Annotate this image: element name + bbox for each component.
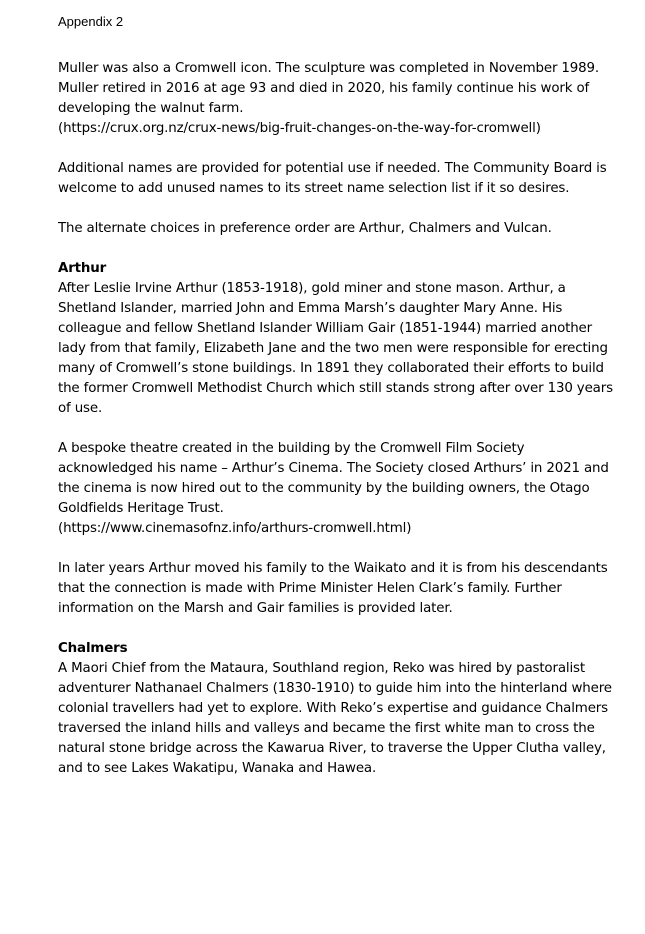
- arthur-paragraph-3: In later years Arthur moved his family to the Waikato and it is from his descendants that the connection is made with Prime Minister Helen Clark’s family. Further information on the Marsh and Gair families is provided later.: [58, 561, 608, 616]
- appendix-label: Appendix 2: [58, 14, 124, 29]
- arthur-heading: Arthur: [58, 261, 107, 276]
- muller-source-link: (https://crux.org.nz/crux-news/big-fruit-changes-on-the-way-for-cromwell): [58, 121, 541, 136]
- chalmers-paragraph-1: A Maori Chief from the Mataura, Southland region, Reko was hired by pastoralist adventurer Nathanael Chalmers (1830-1910) to guide him into the hinterland where colonial travellers had yet to explore. With Reko’s expertise and guidance Chalmers traversed the inland hills and valleys and became the first white man to cross the natural stone bridge across the Kawarua River, to traverse the Upper Clutha valley, and to see Lakes Wakatipu, Wanaka and Hawea.: [58, 661, 612, 776]
- arthur-paragraph-2: A bespoke theatre created in the building by the Cromwell Film Society acknowledged his name – Arthur’s Cinema. The Society closed Arthurs’ in 2021 and the cinema is now hired out to the community by the building owners, the Otago Goldfields Heritage Trust.: [58, 441, 609, 516]
- document-body: [58, 59, 618, 799]
- chalmers-heading: Chalmers: [58, 641, 128, 656]
- chalmers-section: [58, 639, 618, 779]
- alternate-choices-text: The alternate choices in preference order are Arthur, Chalmers and Vulcan.: [58, 221, 552, 236]
- muller-paragraph: [58, 59, 618, 139]
- additional-names-paragraph: [58, 159, 618, 199]
- additional-names-text: Additional names are provided for potential use if needed. The Community Board is welcome to add unused names to its street name selection list if it so desires.: [58, 161, 607, 196]
- arthur-later-years-paragraph: [58, 559, 618, 619]
- muller-text: Muller was also a Cromwell icon. The sculpture was completed in November 1989. Muller retired in 2016 at age 93 and died in 2020, his family continue his work of developing the walnut farm.: [58, 61, 600, 116]
- arthur-section: [58, 259, 618, 419]
- arthur-paragraph-1: After Leslie Irvine Arthur (1853-1918), gold miner and stone mason. Arthur, a Shetland Islander, married John and Emma Marsh’s daughter Mary Anne. His colleague and fellow Shetland Islander William Gair (1851-1944) married another lady from that family, Elizabeth Jane and the two men were responsible for erecting many of Cromwell’s stone buildings. In 1891 they collaborated their efforts to build the former Cromwell Methodist Church which still stands strong after over 130 years of use.: [58, 281, 613, 416]
- arthur-cinema-paragraph: [58, 439, 618, 539]
- arthur-cinema-source-link: (https://www.cinemasofnz.info/arthurs-cromwell.html): [58, 521, 412, 536]
- alternate-choices-paragraph: [58, 219, 618, 239]
